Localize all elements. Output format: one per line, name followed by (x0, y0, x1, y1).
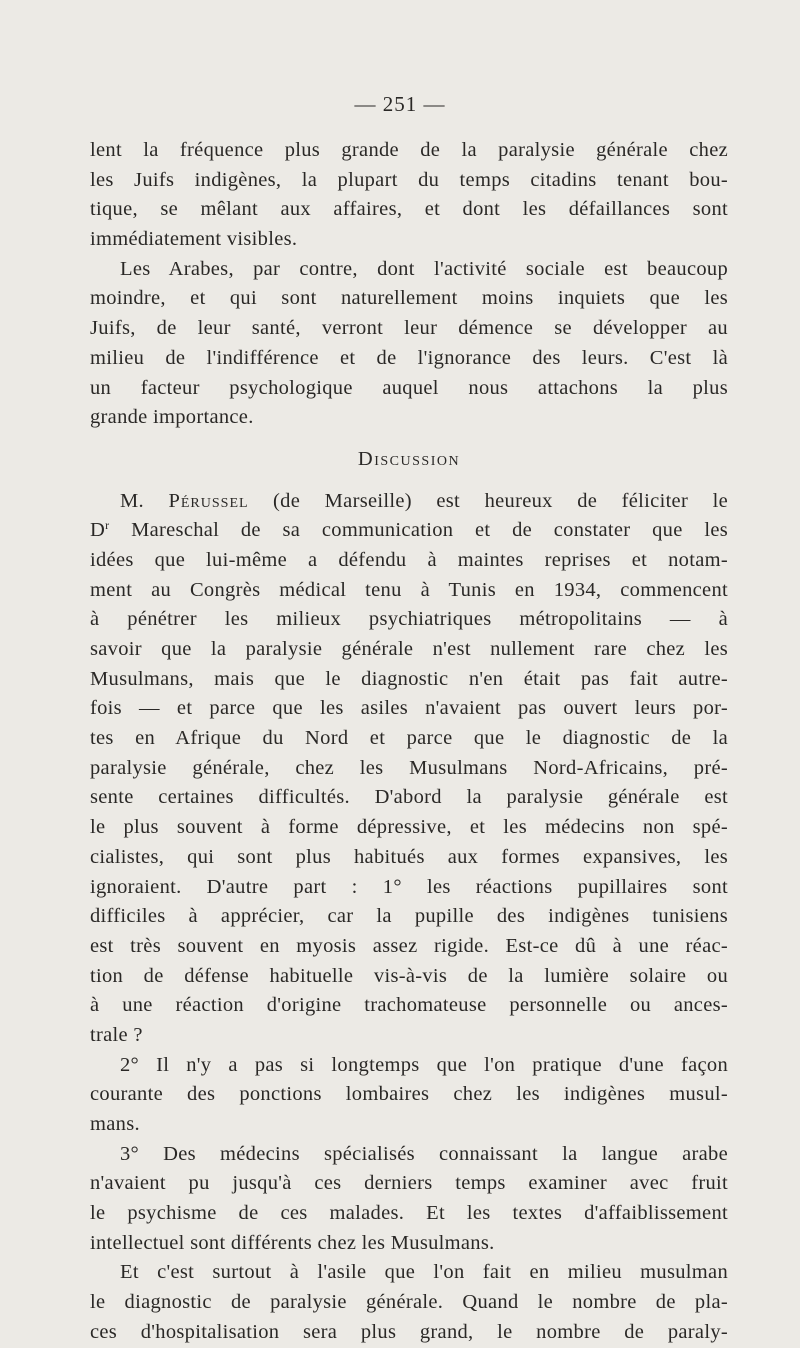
speaker-prefix: M. (120, 489, 169, 512)
dr-prefix: D (90, 519, 106, 542)
section-heading: Discussion (357, 447, 461, 470)
text-line (90, 516, 728, 546)
dr-superscript: r (105, 518, 110, 533)
speaker-name: Pérussel (168, 489, 249, 512)
text-line: à pénétrer les milieux psychiatriques métropolitains — à (90, 608, 728, 631)
text-line: Juifs, de leur santé, verront leur démence se développer au (90, 317, 728, 340)
text-line: ment au Congrès médical tenu à Tunis en 1934, commencent (90, 578, 728, 601)
text-line: trale ? (90, 1023, 143, 1046)
text-line: n'avaient pu jusqu'à ces derniers temps examiner avec fruit (90, 1172, 728, 1195)
text-line: paralysie générale, chez les Musulmans Nord-Africains, pré- (90, 756, 728, 779)
page-number: — 251 — (354, 92, 446, 116)
text-line: immédiatement visibles. (90, 228, 298, 251)
text-line: les Juifs indigènes, la plupart du temps citadins tenant bou- (90, 168, 728, 191)
text-line: 2° Il n'y a pas si longtemps que l'on pratique d'une façon (120, 1053, 728, 1076)
text-line: Musulmans, mais que le diagnostic n'en était pas fait autre- (90, 667, 728, 690)
text-line: cialistes, qui sont plus habitués aux formes expansives, les (90, 845, 728, 868)
text-line: à une réaction d'origine trachomateuse personnelle ou ances- (90, 994, 728, 1017)
text-line: idées que lui-même a défendu à maintes reprises et notam- (90, 548, 728, 571)
line-rest: (de Marseille) est heureux de féliciter le (248, 489, 728, 512)
text-line: est très souvent en myosis assez rigide. Est-ce dû à une réac- (90, 934, 728, 957)
text-line (90, 487, 728, 517)
text-line: tique, se mêlant aux affaires, et dont les défaillances sont (90, 198, 728, 221)
text-line: difficiles à apprécier, car la pupille des indigènes tunisiens (90, 905, 728, 928)
text-line: mans. (90, 1113, 140, 1135)
text-line: ignoraient. D'autre part : 1° les réactions pupillaires sont (90, 875, 728, 898)
text-line: Et c'est surtout à l'asile que l'on fait en milieu musulman (120, 1261, 728, 1284)
text-line: intellectuel sont différents chez les Musulmans. (90, 1231, 495, 1254)
text-line: un facteur psychologique auquel nous attachons la plus (90, 376, 728, 399)
text-line: moindre, et qui sont naturellement moins inquiets que les (90, 287, 728, 310)
body-text (90, 136, 728, 1348)
text-line: milieu de l'indifférence et de l'ignorance des leurs. C'est là (90, 346, 728, 369)
text-line: fois — et parce que les asiles n'avaient pas ouvert leurs por- (90, 697, 728, 720)
text-line: savoir que la paralysie générale n'est nullement rare chez les (90, 638, 728, 660)
line-rest: Mareschal de sa communication et de constater que les (109, 519, 728, 542)
text-line: le plus souvent à forme dépressive, et les médecins non spé- (90, 816, 728, 839)
text-line: ces d'hospitalisation sera plus grand, le nombre de paraly- (90, 1320, 728, 1343)
text-line: grande importance. (90, 406, 254, 429)
text-line: 3° Des médecins spécialisés connaissant la langue arabe (120, 1142, 728, 1165)
text-line: tes en Afrique du Nord et parce que le diagnostic de la (90, 727, 728, 750)
text-line: lent la fréquence plus grande de la paralysie générale chez (90, 139, 728, 161)
text-line: le diagnostic de paralysie générale. Quand le nombre de pla- (90, 1291, 728, 1314)
text-line: tion de défense habituelle vis-à-vis de la lumière solaire ou (90, 964, 728, 987)
text-line: Les Arabes, par contre, dont l'activité sociale est beaucoup (120, 257, 728, 280)
text-line: sente certaines difficultés. D'abord la paralysie générale est (90, 786, 728, 809)
text-line: courante des ponctions lombaires chez les indigènes musul- (90, 1083, 728, 1106)
text-line: le psychisme de ces malades. Et les textes d'affaiblissement (90, 1202, 728, 1225)
